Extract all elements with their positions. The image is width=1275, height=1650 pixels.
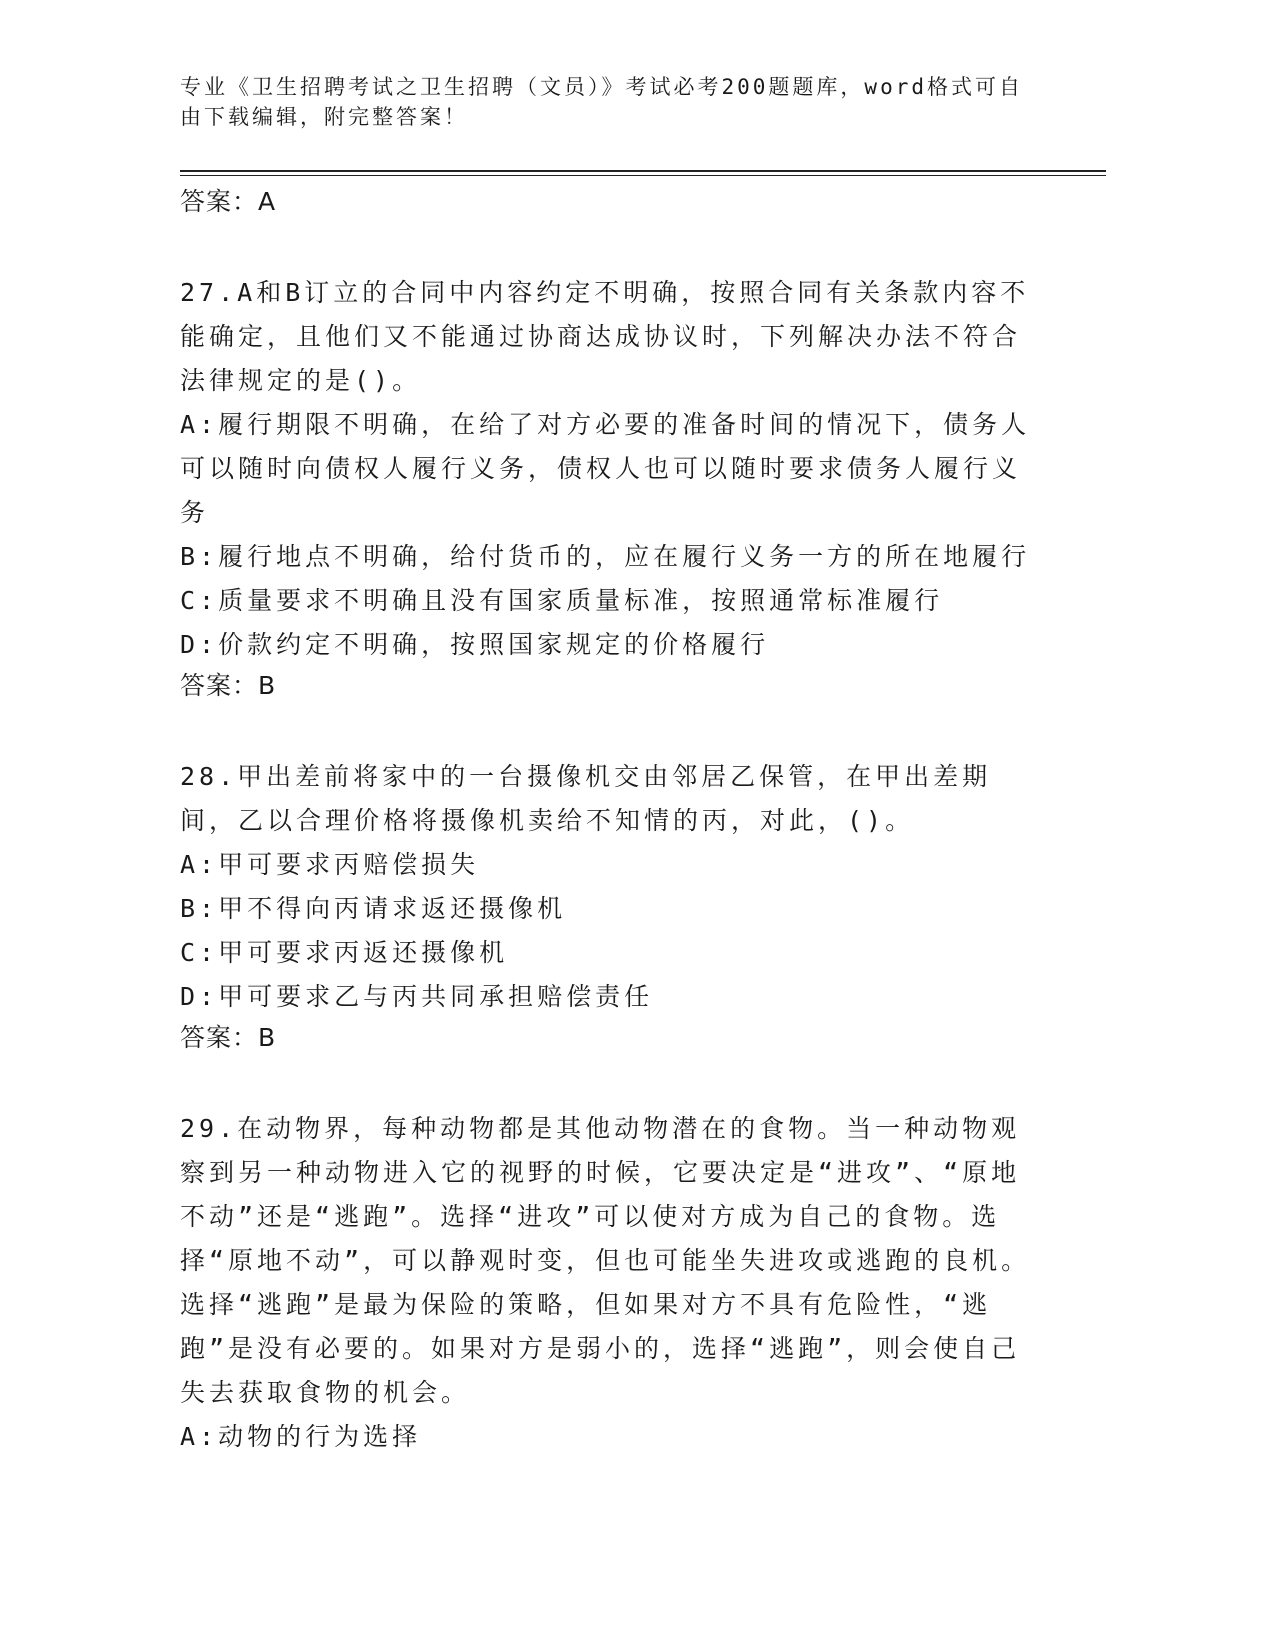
header-rule-thin xyxy=(180,175,1106,176)
option-c: C:甲可要求丙返还摄像机 xyxy=(180,938,509,967)
header-rule-thick xyxy=(180,170,1106,172)
option-b: B:履行地点不明确，给付货币的，应在履行义务一方的所在地履行 xyxy=(180,542,1031,571)
answer-line: 答案：A xyxy=(180,187,277,216)
question-29 xyxy=(180,1107,1040,1459)
document-content xyxy=(180,183,1040,1459)
page-header: 专业《卫生招聘考试之卫生招聘（文员）》考试必考200题题库，word格式可自由下载编辑，附完整答案！ xyxy=(180,75,1023,129)
answer-line: 答案：B xyxy=(180,1023,277,1052)
option-a: A:履行期限不明确，在给了对方必要的准备时间的情况下，债务人可以随时向债权人履行义务，债权人也可以随时要求债务人履行义务 xyxy=(180,410,1031,527)
question-stem: 28.甲出差前将家中的一台摄像机交由邻居乙保管，在甲出差期间，乙以合理价格将摄像机卖给不知情的丙，对此，()。 xyxy=(180,762,992,835)
spacer xyxy=(180,705,1040,755)
option-c: C:质量要求不明确且没有国家质量标准，按照通常标准履行 xyxy=(180,586,944,615)
question-28 xyxy=(180,755,1040,1057)
option-d: D:甲可要求乙与丙共同承担赔偿责任 xyxy=(180,982,654,1011)
spacer xyxy=(180,1057,1040,1107)
option-a: A:甲可要求丙赔偿损失 xyxy=(180,850,480,879)
question-27 xyxy=(180,271,1040,705)
spacer xyxy=(180,221,1040,271)
option-b: B:甲不得向丙请求返还摄像机 xyxy=(180,894,567,923)
option-d: D:价款约定不明确，按照国家规定的价格履行 xyxy=(180,630,770,659)
question-stem: 29.在动物界，每种动物都是其他动物潜在的食物。当一种动物观察到另一种动物进入它的视野的时候，它要决定是“进攻”、“原地不动”还是“逃跑”。选择“进攻”可以使对方成为自己的食物。选择“原地不动”，可以静观时变，但也可能坐失进攻或逃跑的良机。选择“逃跑”是最为保险的策略，但如果对方不具有危险性，“逃跑”是没有必要的。如果对方是弱小的，选择“逃跑”，则会使自己失去获取食物的机会。 xyxy=(180,1114,1031,1407)
option-a: A:动物的行为选择 xyxy=(180,1422,422,1451)
answer-line: 答案：B xyxy=(180,671,277,700)
question-stem: 27.A和B订立的合同中内容约定不明确，按照合同有关条款内容不能确定，且他们又不能通过协商达成协议时，下列解决办法不符合法律规定的是()。 xyxy=(180,278,1030,395)
